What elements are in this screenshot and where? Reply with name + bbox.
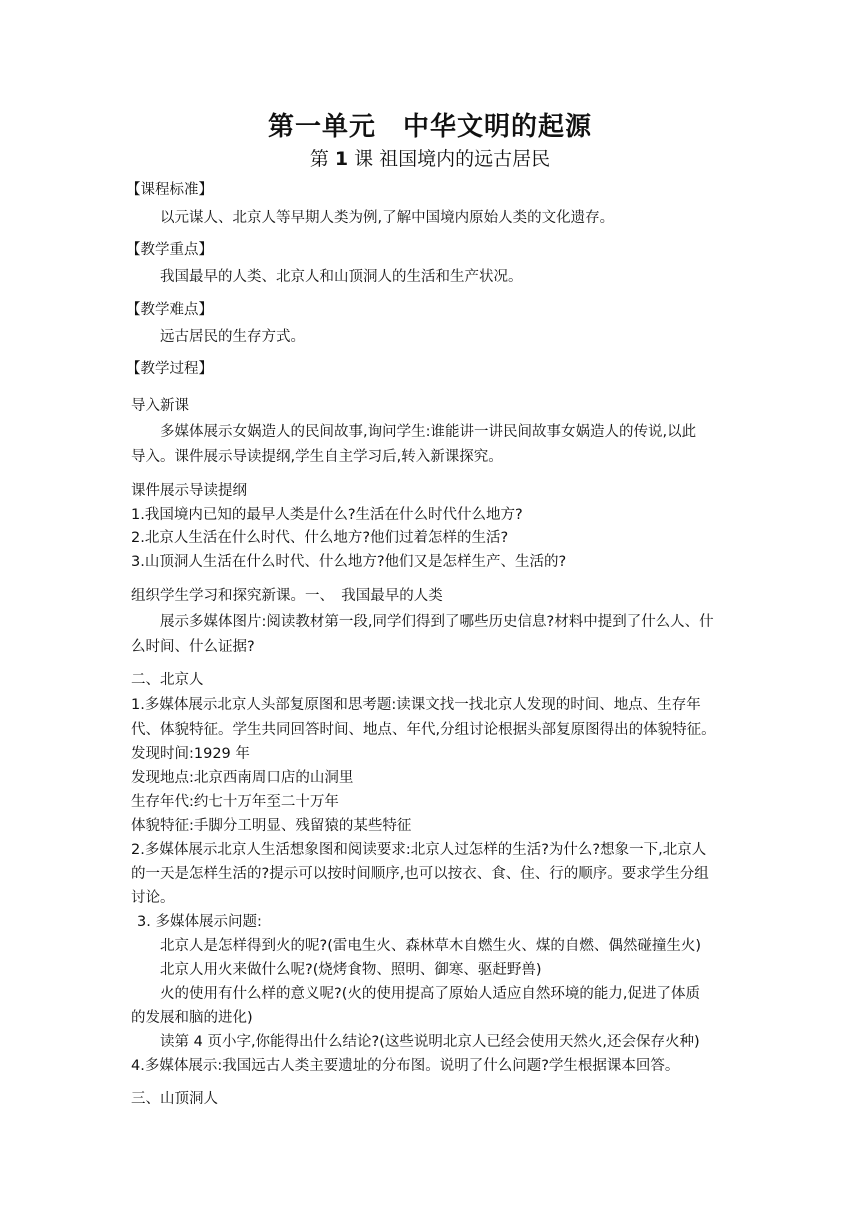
question-line: 读第 4 页小字,你能得出什么结论?(这些说明北京人已经会使用天然火,还会保存火种) (160, 1034, 700, 1050)
paragraph: 组织学生学习和探究新课。一、 我国最早的人类 (131, 588, 443, 604)
subheading-intro: 导入新课 (131, 398, 189, 414)
subtitle-prefix: 第 (309, 148, 335, 170)
paragraph: 导入。课件展示导读提纲,学生自主学习后,转入新课探究。 (131, 449, 503, 465)
fact-line: 发现时间:1929 年 (131, 746, 250, 762)
lesson-number: 1 (334, 148, 349, 170)
section-heading-peking-man: 二、北京人 (131, 672, 204, 688)
paragraph: 1.多媒体展示北京人头部复原图和思考题:读课文找一找北京人发现的时间、地点、生存年 (131, 697, 701, 713)
paragraph: 2.多媒体展示北京人生活想象图和阅读要求:北京人过怎样的生活?为什么?想象一下,北京人 (131, 842, 707, 858)
paragraph: 以元谋人、北京人等早期人类为例,了解中国境内原始人类的文化遗存。 (160, 210, 615, 226)
paragraph: 多媒体展示女娲造人的民间故事,询问学生:谁能讲一讲民间故事女娲造人的传说,以此 (160, 424, 697, 440)
paragraph: 远古居民的生存方式。 (160, 329, 305, 345)
question-line: 火的使用有什么样的意义呢?(火的使用提高了原始人适应自然环境的能力,促进了体质 (160, 986, 700, 1002)
section-heading-difficulty: 【教学难点】 (126, 302, 213, 318)
list-item: 2.北京人生活在什么时代、什么地方?他们过着怎样的生活? (131, 530, 509, 546)
question-line: 北京人是怎样得到火的呢?(雷电生火、森林草木自燃生火、煤的自燃、偶然碰撞生火) (160, 938, 702, 954)
section-heading-upper-cave-man: 三、山顶洞人 (131, 1091, 218, 1107)
section-heading-process: 【教学过程】 (126, 361, 213, 377)
paragraph: 讨论。 (131, 890, 175, 906)
paragraph: 展示多媒体图片:阅读教材第一段,同学们得到了哪些历史信息?材料中提到了什么人、什 (160, 614, 714, 630)
section-heading-key-points: 【教学重点】 (126, 242, 213, 258)
paragraph: 4.多媒体展示:我国远古人类主要遗址的分布图。说明了什么问题?学生根据课本回答。 (131, 1058, 680, 1074)
subheading-outline: 课件展示导读提纲 (131, 483, 247, 499)
list-item: 1.我国境内已知的最早人类是什么?生活在什么时代什么地方? (131, 507, 523, 523)
paragraph: 的一天是怎样生活的?提示可以按时间顺序,也可以按衣、食、住、行的顺序。要求学生分组 (131, 866, 709, 882)
section-heading-standard: 【课程标准】 (126, 182, 213, 198)
question-line: 的发展和脑的进化) (131, 1010, 253, 1026)
fact-line: 体貌特征:手脚分工明显、残留猿的某些特征 (131, 818, 412, 834)
fact-line: 发现地点:北京西南周口店的山洞里 (131, 770, 354, 786)
unit-title: 第一单元 中华文明的起源 (267, 112, 592, 142)
list-item: 3.山顶洞人生活在什么时代、什么地方?他们又是怎样生产、生活的? (131, 554, 567, 570)
question-line: 北京人用火来做什么呢?(烧烤食物、照明、御寒、驱赶野兽) (160, 962, 542, 978)
list-item: 3. 多媒体展示问题: (137, 914, 262, 930)
fact-line: 生存年代:约七十万年至二十万年 (131, 794, 339, 810)
paragraph: 我国最早的人类、北京人和山顶洞人的生活和生产状况。 (160, 269, 523, 285)
paragraph: 么时间、什么证据? (131, 639, 255, 655)
lesson-subtitle (0, 144, 860, 171)
paragraph: 代、体貌特征。学生共同回答时间、地点、年代,分组讨论根据头部复原图得出的体貌特征。 (131, 722, 716, 738)
subtitle-text: 课 祖国境内的远古居民 (348, 148, 551, 170)
